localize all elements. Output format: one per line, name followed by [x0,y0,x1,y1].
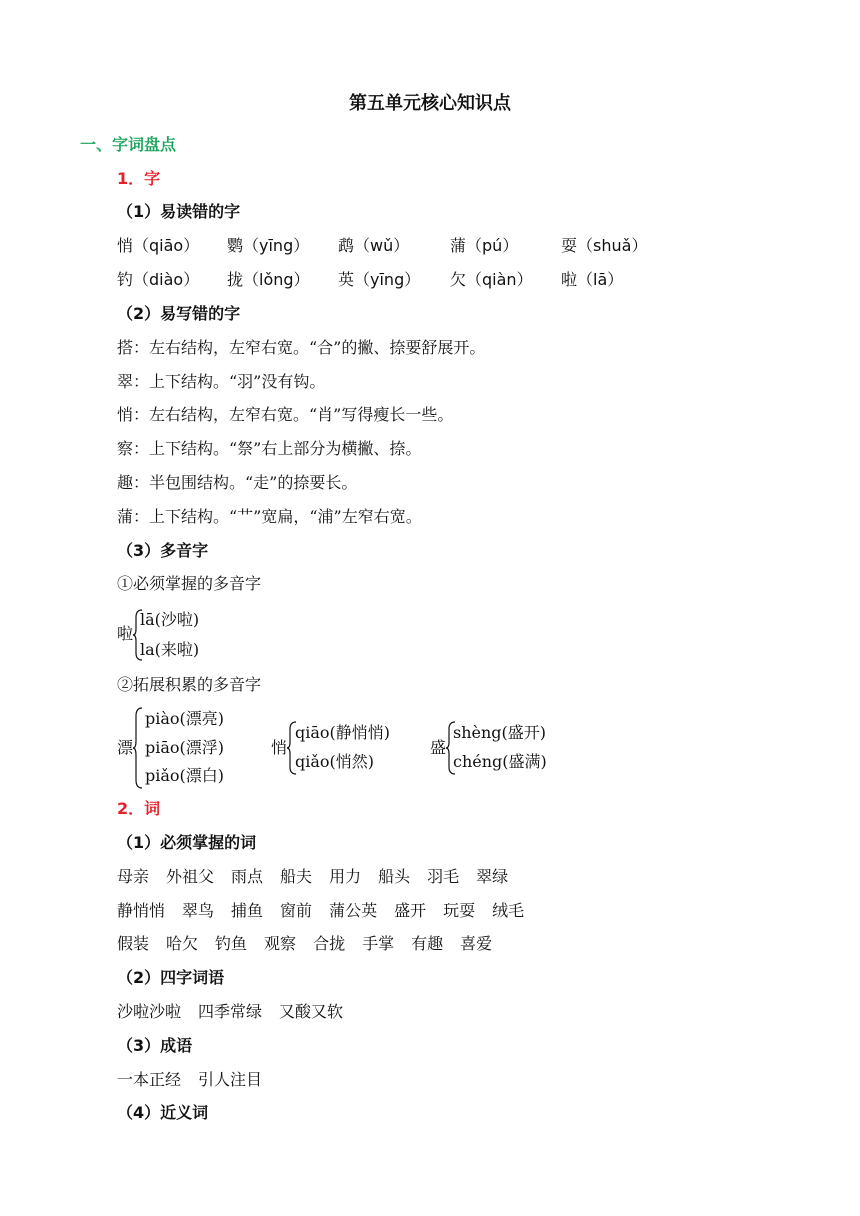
polyphone-option: piāo(漂浮) [145,738,225,757]
heading-miswritten-characters: （2）易写错的字 [117,304,241,323]
polyphone-option: la(来啦) [140,640,200,659]
misread-character: 拢（lǒng） [227,270,310,289]
heading-idioms: （3）成语 [117,1036,193,1055]
section-heading-1: 一、字词盘点 [80,135,177,154]
writing-note: 翠：上下结构。“羽”没有钩。 [117,372,326,391]
pinyin: yīng [259,236,294,255]
polyphone-required-label: ①必须掌握的多音字 [117,574,262,593]
polyphone-option: qiāo(静悄悄) [295,723,391,742]
misread-character: 钓（diào） [117,270,200,289]
vocabulary-word: 哈欠 [166,934,199,953]
polyphone-option: lā(沙啦) [140,610,200,629]
word-row-2 [117,901,541,921]
vocabulary-word: 引人注目 [198,1070,263,1089]
pinyin: yīng [370,270,405,289]
pinyin: qiāo [149,236,184,255]
vocabulary-word: 又酸又软 [279,1002,344,1021]
vocabulary-word: 喜爱 [460,934,493,953]
misread-character: 英（yīng） [338,270,421,289]
polyphone-char: 漂 [117,738,134,757]
vocabulary-word: 手掌 [362,934,395,953]
vocabulary-word: 假装 [117,934,150,953]
polyphone-option: piǎo(漂白) [145,766,225,785]
vocabulary-word: 绒毛 [492,901,525,920]
polyphone-option: piào(漂亮) [145,709,225,728]
vocabulary-word: 合拢 [313,934,346,953]
heading-synonyms: （4）近义词 [117,1103,209,1122]
polyphone-char: 盛 [430,738,447,757]
vocabulary-word: 用力 [329,867,362,886]
pinyin: shuǎ [593,236,632,255]
polyphone-char: 悄 [271,738,288,757]
misread-character: 啦（lā） [561,270,624,289]
vocabulary-word: 外祖父 [166,867,215,886]
vocabulary-word: 窗前 [280,901,313,920]
four-char-words-row [117,1002,360,1022]
vocabulary-word: 船夫 [280,867,313,886]
writing-note: 察：上下结构。“祭”右上部分为横撇、捺。 [117,439,422,458]
writing-note: 蒲：上下结构。“艹”宽扁，“浦”左窄右宽。 [117,507,422,526]
pinyin: diào [149,270,184,289]
writing-note: 搭：左右结构，左窄右宽。“合”的撇、捺要舒展开。 [117,338,486,357]
vocabulary-word: 翠绿 [476,867,509,886]
vocabulary-word: 蒲公英 [329,901,378,920]
pinyin: pú [482,236,503,255]
vocabulary-word: 观察 [264,934,297,953]
writing-note: 悄：左右结构，左窄右宽。“肖”写得瘦长一些。 [117,405,454,424]
pinyin: wǔ [370,236,394,255]
vocabulary-word: 翠鸟 [182,901,215,920]
word-row-1 [117,867,525,887]
vocabulary-word: 母亲 [117,867,150,886]
vocabulary-word: 静悄悄 [117,901,166,920]
heading-four-char-words: （2）四字词语 [117,968,225,987]
brace-icon [133,707,143,789]
misread-character: 欠（qiàn） [450,270,533,289]
vocabulary-word: 盛开 [394,901,427,920]
word-row-3 [117,934,509,954]
vocabulary-word: 四季常绿 [198,1002,263,1021]
idioms-row [117,1070,279,1090]
misread-character: 悄（qiāo） [117,236,200,255]
vocabulary-word: 沙啦沙啦 [117,1002,182,1021]
subheading-words: 2．词 [117,799,161,818]
vocabulary-word: 捕鱼 [231,901,264,920]
pinyin: lǒng [259,270,294,289]
vocabulary-word: 有趣 [411,934,444,953]
polyphone-option: chéng(盛满) [453,752,547,771]
pinyin: qiàn [482,270,517,289]
subheading-characters: 1．字 [117,169,161,188]
vocabulary-word: 羽毛 [427,867,460,886]
misread-character: 蒲（pú） [450,236,519,255]
vocabulary-word: 玩耍 [443,901,476,920]
pinyin: lā [593,270,608,289]
page-title: 第五单元核心知识点 [349,93,511,114]
vocabulary-word: 雨点 [231,867,264,886]
misread-character: 鹦（yīng） [227,236,310,255]
vocabulary-word: 钓鱼 [215,934,248,953]
polyphone-option: shèng(盛开) [453,723,547,742]
misread-character: 鹉（wǔ） [338,236,410,255]
vocabulary-word: 船头 [378,867,411,886]
misread-character: 耍（shuǎ） [561,236,648,255]
vocabulary-word: 一本正经 [117,1070,182,1089]
heading-polyphones: （3）多音字 [117,541,209,560]
polyphone-extended-label: ②拓展积累的多音字 [117,675,262,694]
polyphone-char: 啦 [117,624,134,643]
writing-note: 趣：半包围结构。“走”的捺要长。 [117,473,358,492]
polyphone-option: qiǎo(悄然) [295,752,375,771]
heading-required-words: （1）必须掌握的词 [117,833,257,852]
heading-misread-characters: （1）易读错的字 [117,202,241,221]
